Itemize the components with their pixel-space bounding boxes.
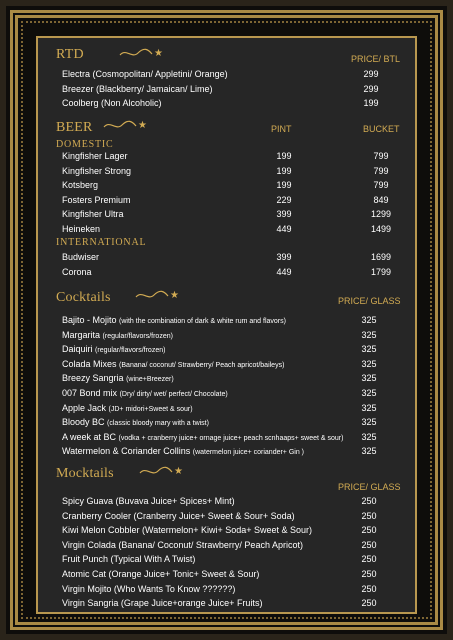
menu-item-row: [38, 195, 419, 209]
item-price: 325: [361, 329, 377, 340]
item-name-text: A week at BC: [62, 431, 117, 442]
item-price: 325: [361, 431, 377, 442]
menu-item-row: [38, 151, 419, 165]
item-note: (with the combination of dark & white rum and flavors): [119, 318, 286, 325]
item-name-text: Breezy Sangria: [62, 373, 124, 384]
item-note: (Dry/ dirty/ wet/ perfect/ Chocolate): [119, 391, 228, 398]
item-note: (classic bloody mary with a twist): [107, 420, 209, 428]
menu-item-row: [38, 446, 419, 460]
item-name-text: Daiquiri: [62, 344, 93, 355]
item-pint: 449: [276, 223, 292, 234]
item-name-text: Virgin Colada (Banana/ Coconut/ Strawberry/ Peach Apricot): [62, 539, 303, 550]
flourish-icon: [134, 288, 182, 302]
item-price: 325: [361, 446, 377, 457]
item-name: [62, 417, 209, 427]
beer-title: BEER: [56, 120, 93, 135]
item-name-text: Spicy Guava (Buvava Juice+ Spices+ Mint): [62, 496, 235, 506]
menu-item-row: [38, 224, 419, 238]
item-price: 199: [363, 98, 379, 108]
item-bucket: 1699: [370, 252, 392, 262]
cocktails-title: Cocktails: [56, 290, 111, 305]
item-note: (vodka + cranberry juice+ ornage juice+ peach scnhaaps+ sweet & sour): [118, 434, 344, 442]
item-name: [62, 195, 131, 205]
item-price: 325: [361, 315, 377, 325]
item-name: [62, 151, 128, 161]
item-name-text: Atomic Cat (Orange Juice+ Tonic+ Sweet & Sour): [62, 569, 260, 579]
item-name-text: Heineken: [62, 223, 101, 234]
item-name: [62, 180, 98, 190]
item-price: 325: [361, 388, 377, 398]
item-name: [62, 446, 304, 456]
menu-item-row: [38, 388, 419, 402]
menu-item-row: [38, 98, 419, 112]
item-name-text: Margarita: [62, 329, 101, 340]
item-note: (regular/flavors/frozen): [95, 347, 166, 355]
item-bucket: 799: [373, 180, 389, 190]
menu-item-row: [38, 569, 419, 583]
menu-item-row: [38, 598, 419, 612]
item-name-text: Kingfisher Ultra: [62, 209, 124, 219]
item-pint: 229: [276, 194, 292, 205]
menu-item-row: [38, 432, 419, 446]
item-bucket: 799: [373, 151, 389, 161]
svg-text:★: ★: [174, 466, 183, 477]
item-price: 325: [361, 402, 377, 413]
item-name-text: Budwiser: [62, 252, 100, 262]
item-name: [62, 252, 99, 262]
menu-item-row: [38, 84, 419, 98]
mocktails-title: Mocktails: [56, 466, 114, 481]
menu-panel: [36, 36, 417, 614]
menu-item-row: [38, 267, 419, 281]
item-name-text: Bloody BC: [62, 417, 105, 428]
item-bucket: 1799: [370, 266, 392, 277]
item-note: (watermelon juice+ coriander+ Gin ): [192, 449, 305, 457]
item-name-text: Bajito - Mojito: [62, 315, 117, 325]
bucket-header: BUCKET: [363, 124, 400, 134]
svg-text:★: ★: [138, 120, 147, 131]
item-name-text: Fosters Premium: [62, 194, 131, 205]
item-name: [62, 569, 259, 579]
pint-header: PINT: [271, 124, 292, 134]
menu-item-row: [38, 315, 419, 329]
flourish-icon: [138, 464, 186, 478]
item-note: (wine+Breezer): [126, 376, 174, 384]
item-note: (JD+ midori+Sweet & sour): [108, 405, 193, 413]
menu-item-row: [38, 540, 419, 554]
item-note: (regular/flavors/frozen): [102, 332, 173, 340]
item-name: [62, 511, 295, 521]
item-name-text: Virgin Sangria (Grape Juice+orange Juice+ Fruits): [62, 598, 263, 609]
menu-item-row: [38, 166, 419, 180]
item-name: [62, 209, 124, 219]
menu-item-row: [38, 180, 419, 194]
menu-item-row: [38, 525, 419, 539]
item-name: [62, 525, 312, 535]
menu-item-row: [38, 373, 419, 387]
item-name: [62, 540, 303, 550]
item-name: [62, 224, 100, 234]
item-name-text: Kingfisher Lager: [62, 151, 128, 161]
item-price: 325: [361, 373, 377, 384]
item-name: [62, 166, 131, 176]
menu-item-row: [38, 344, 419, 358]
menu-item-row: [38, 417, 419, 431]
menu-item-row: [38, 496, 419, 510]
item-name-text: Kiwi Melon Cobbler (Watermelon+ Kiwi+ Soda+ Sweet & Sour): [62, 525, 313, 536]
item-pint: 199: [276, 180, 292, 190]
item-name: [62, 84, 213, 94]
item-name: [62, 496, 235, 506]
menu-item-row: [38, 209, 419, 223]
item-price: 325: [361, 344, 377, 355]
item-price: 250: [361, 583, 377, 594]
item-name-text: Colada Mixes: [62, 358, 117, 369]
menu-item-row: [38, 252, 419, 266]
item-pint: 399: [276, 252, 292, 262]
item-name: [62, 598, 262, 608]
item-name: [62, 584, 235, 594]
item-name-text: Kingfisher Strong: [62, 165, 132, 176]
item-note: (Banana/ coconut/ Strawberry/ Peach apricot/baileys): [119, 361, 285, 369]
item-bucket: 1499: [370, 223, 392, 234]
item-bucket: 849: [373, 194, 389, 205]
flourish-icon: [118, 46, 166, 60]
item-name-text: Coolberg (Non Alcoholic): [62, 98, 162, 108]
mocktails-price-header: PRICE/ GLASS: [338, 482, 401, 492]
rtd-title: RTD: [56, 47, 84, 62]
item-name: [62, 330, 173, 340]
item-price: 299: [363, 83, 379, 94]
menu-item-row: [38, 69, 419, 83]
menu-item-row: [38, 330, 419, 344]
item-name-text: 007 Bond mix: [62, 388, 118, 398]
item-name-text: Fruit Punch (Typical With A Twist): [62, 554, 196, 565]
item-name: [62, 388, 228, 398]
item-name: [62, 373, 174, 383]
item-name: [62, 403, 193, 413]
menu-item-row: [38, 403, 419, 417]
cocktails-price-header: PRICE/ GLASS: [338, 296, 401, 306]
international-title: INTERNATIONAL: [56, 237, 147, 248]
item-pint: 399: [276, 209, 292, 219]
item-name-text: Virgin Mojito (Who Wants To Know ??????): [62, 583, 236, 594]
item-name: [62, 69, 228, 79]
item-price: 250: [361, 525, 377, 536]
item-price: 299: [363, 69, 379, 79]
item-price: 250: [361, 510, 377, 521]
item-price: 250: [361, 598, 377, 609]
flourish-icon: [102, 118, 150, 132]
item-name-text: Apple Jack: [62, 402, 107, 413]
item-price: 250: [361, 539, 377, 550]
item-pint: 199: [276, 151, 292, 161]
item-name: [62, 315, 286, 325]
item-price: 325: [361, 358, 377, 369]
item-pint: 199: [276, 165, 292, 176]
item-name-text: Corona: [62, 266, 92, 277]
svg-text:★: ★: [154, 48, 163, 59]
item-name-text: Watermelon & Coriander Collins: [62, 446, 191, 457]
item-name-text: Cranberry Cooler (Cranberry Juice+ Sweet & Sour+ Soda): [62, 510, 295, 521]
item-name: [62, 344, 165, 354]
item-pint: 449: [276, 266, 292, 277]
domestic-title: DOMESTIC: [56, 139, 114, 150]
item-name: [62, 359, 284, 369]
menu-item-row: [38, 359, 419, 373]
item-name: [62, 432, 343, 442]
item-name-text: Kotsberg: [62, 180, 99, 190]
item-name: [62, 98, 162, 108]
item-price: 325: [361, 417, 377, 428]
item-bucket: 1299: [370, 209, 392, 219]
item-bucket: 799: [373, 165, 389, 176]
menu-item-row: [38, 584, 419, 598]
item-name-text: Electra (Cosmopolitan/ Appletini/ Orange): [62, 69, 228, 79]
menu-item-row: [38, 511, 419, 525]
item-price: 250: [361, 496, 377, 506]
rtd-price-header: PRICE/ BTL: [351, 54, 401, 64]
item-name: [62, 554, 195, 564]
menu-item-row: [38, 554, 419, 568]
item-price: 250: [361, 554, 377, 565]
item-name-text: Breezer (Blackberry/ Jamaican/ Lime): [62, 83, 213, 94]
item-name: [62, 267, 92, 277]
item-price: 250: [361, 569, 377, 579]
svg-text:★: ★: [170, 290, 179, 301]
